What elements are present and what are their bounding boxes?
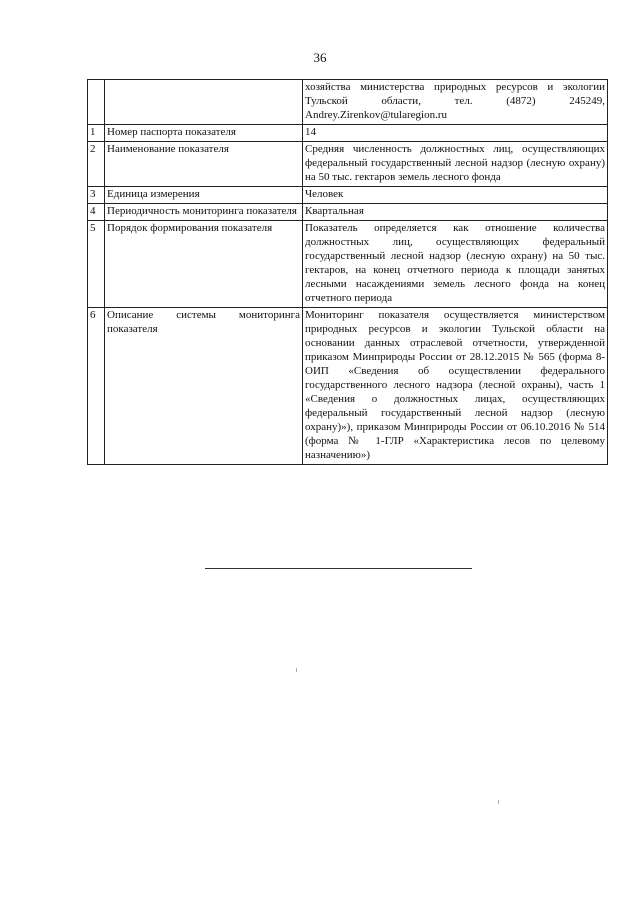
row-value: Квартальная <box>303 204 608 221</box>
row-name: Описание системы мониторинга показателя <box>105 308 303 465</box>
row-number: 5 <box>88 221 105 308</box>
row-name: Порядок формирования показателя <box>105 221 303 308</box>
table-row <box>88 142 608 187</box>
row-name: Единица измерения <box>105 187 303 204</box>
row-value: Человек <box>303 187 608 204</box>
row-value: 14 <box>303 125 608 142</box>
scan-speck <box>296 668 297 672</box>
row-name: Номер паспорта показателя <box>105 125 303 142</box>
scan-speck <box>498 800 499 804</box>
row-number: 6 <box>88 308 105 465</box>
table-row <box>88 308 608 465</box>
row-value: Мониторинг показателя осуществляется министерством природных ресурсов и экологии Тульской области на основании данных отраслевой отчетности, утвержденной приказом Минприроды России от 28.12.2015 № 565 (форма 8-ОИП «Сведения об осуществлении федерального государственного лесного надзора (лесной охраны), часть 1 «Сведения о должностных лицах, осуществляющих федеральный государственный лесной надзор (лесную охрану)»), приказом Минприроды России от 06.10.2016 № 514 (форма № 1-ГЛР «Характеристика лесов по целевому назначению») <box>303 308 608 465</box>
row-value: Средняя численность должностных лиц, осуществляющих федеральный государственный лесной надзор (лесную охрану) на 50 тыс. гектаров земель лесного фонда <box>303 142 608 187</box>
separator-line <box>205 568 472 569</box>
value-cell: хозяйства министерства природных ресурсов и экологии Тульской области, тел. (4872) 245249, Andrey.Zirenkov@tularegion.ru <box>303 80 608 125</box>
table-row <box>88 204 608 221</box>
row-value: Показатель определяется как отношение количества должностных лиц, осуществляющих федеральный государственный лесной надзор (лесную охрану) на 50 тыс. гектаров, на конец отчетного периода к площади занятых лесными насаждениями земель лесного фонда на конец отчетного периода <box>303 221 608 308</box>
indicator-passport-table <box>87 79 608 465</box>
row-name: Наименование показателя <box>105 142 303 187</box>
row-number: 3 <box>88 187 105 204</box>
row-number: 4 <box>88 204 105 221</box>
table-row <box>88 221 608 308</box>
table-row-continuation <box>88 80 608 125</box>
table-row <box>88 187 608 204</box>
row-number: 2 <box>88 142 105 187</box>
num-cell <box>88 80 105 125</box>
name-cell <box>105 80 303 125</box>
table-row <box>88 125 608 142</box>
row-number: 1 <box>88 125 105 142</box>
row-name: Периодичность мониторинга показателя <box>105 204 303 221</box>
page-number: 36 <box>313 50 327 65</box>
